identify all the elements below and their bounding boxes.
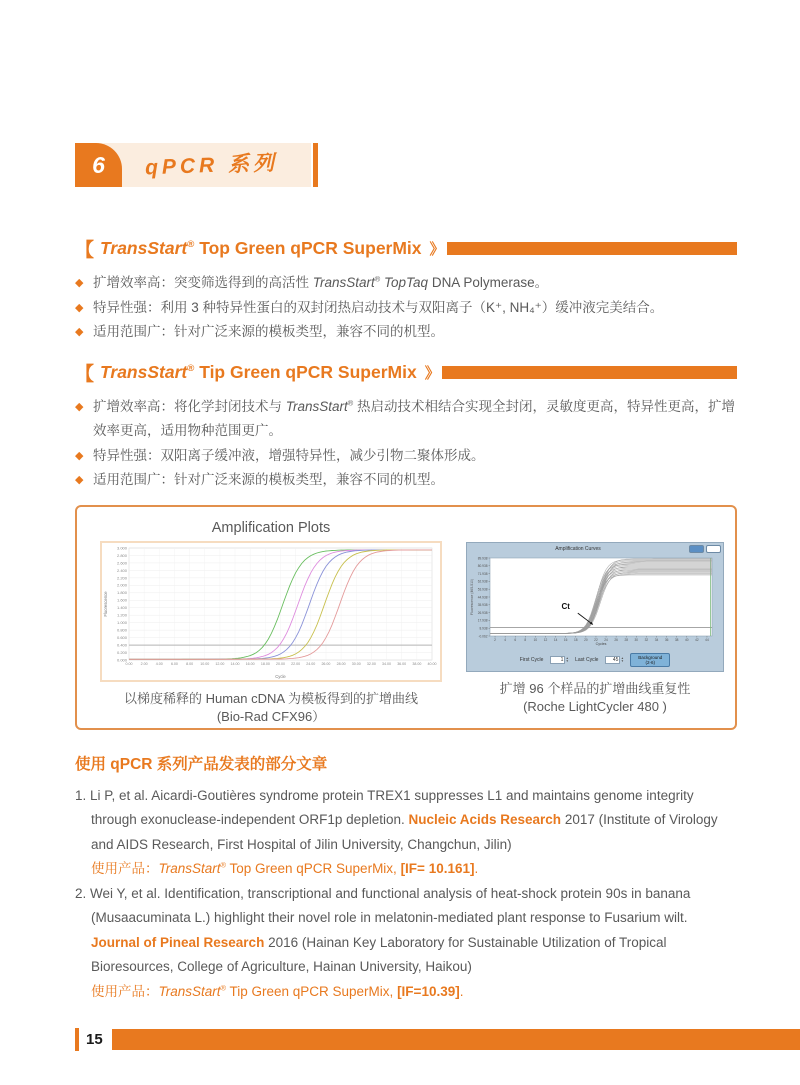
amplification-plot-svg [102,543,440,680]
feature-list [75,271,737,345]
svg-text:0.800: 0.800 [116,627,127,633]
stepper-arrows-icon: ▴ ▾ [566,655,569,663]
heading-chevron-icon: 》 [424,364,440,382]
heading-bar [442,366,737,379]
svg-text:8: 8 [524,637,527,642]
svg-text:36: 36 [664,637,669,642]
svg-text:17.938: 17.938 [477,618,488,623]
svg-text:62.938: 62.938 [477,579,488,584]
svg-text:2.800: 2.800 [116,552,127,558]
figure-cfx96 [100,519,442,728]
svg-text:0.00: 0.00 [125,661,133,666]
svg-text:1.400: 1.400 [116,604,127,610]
section-number-badge: 6 [75,143,122,187]
svg-text:80.938: 80.938 [477,563,488,568]
svg-text:22: 22 [594,637,598,642]
svg-text:28: 28 [624,637,629,642]
reference-product-line: 使用产品：TransStart® Top Green qPCR SuperMix, [IF= 10.161]. [91,860,479,876]
svg-text:6.00: 6.00 [170,661,178,666]
svg-text:2: 2 [494,637,496,642]
svg-text:38.00: 38.00 [412,661,422,666]
svg-text:18: 18 [573,637,578,642]
lightcycler-title: Amplification Curves [555,546,601,552]
diamond-bullet-icon: ◆ [75,277,84,289]
svg-text:8.00: 8.00 [186,661,194,666]
svg-text:12.00: 12.00 [215,661,225,666]
page-footer [75,1028,800,1051]
feature-list [75,395,737,493]
svg-text:Fluorescence: Fluorescence [103,590,108,617]
svg-text:32.00: 32.00 [366,661,376,666]
caption-line: (Bio-Rad CFX96） [216,708,326,724]
svg-text:10.00: 10.00 [200,661,210,666]
svg-text:Cycles: Cycles [595,641,607,646]
svg-text:26: 26 [614,637,618,642]
figure-title: Amplification Plots [211,519,331,536]
svg-text:0.000: 0.000 [116,656,127,662]
svg-text:8.938: 8.938 [479,626,488,630]
svg-text:26.00: 26.00 [321,661,331,666]
svg-text:Fluorescence (465-510): Fluorescence (465-510) [470,578,474,615]
svg-text:2.600: 2.600 [116,559,127,565]
svg-text:2.000: 2.000 [116,582,127,588]
svg-text:Cycle: Cycle [275,673,286,679]
caption-line: 以梯度稀释的 Human cDNA 为模板得到的扩增曲线 [124,690,418,706]
footer-bar [112,1029,800,1050]
section-banner-title: qPCR 系列 [144,151,279,180]
feature-item [75,395,737,444]
feature-item [75,444,737,469]
caption-line: (Roche LightCycler 480 ) [523,699,667,715]
lightcycler-controls [469,650,721,670]
svg-text:12: 12 [543,637,548,642]
heading-chevron-icon: 》 [429,241,445,258]
publications-title: 使用 qPCR 系列产品发表的部分文章 [75,755,328,773]
amplification-plot-frame [100,541,442,682]
svg-text:26.938: 26.938 [477,610,488,615]
first-cycle-stepper [550,656,568,664]
first-cycle-label: First Cycle [519,656,544,663]
lightcycler-titlebar [469,544,721,555]
svg-text:0.600: 0.600 [116,634,127,640]
diamond-bullet-icon: ◆ [75,301,84,314]
svg-text:4: 4 [504,637,507,642]
background-button-label: Background [638,654,663,660]
svg-text:24.00: 24.00 [306,661,316,666]
svg-text:44.938: 44.938 [477,594,488,599]
svg-text:22.00: 22.00 [291,661,301,666]
svg-text:-0.062: -0.062 [478,633,488,638]
svg-text:1.000: 1.000 [116,619,127,625]
feature-text: 特异性强：双阳离子缓冲液，增强特异性，减少引物二聚体形成。 [93,447,485,463]
product-heading [75,359,737,386]
svg-text:34: 34 [654,637,659,642]
window-button-icon [706,545,721,553]
feature-text: 适用范围广：针对广泛来源的模板类型，兼容不同的机型。 [93,472,444,487]
svg-text:53.938: 53.938 [477,587,488,591]
feature-text: 特异性强：利用 3 种特异性蛋白的双封闭热启动技术与双阳离子（K⁺, NH₄⁺）缓冲液完美结合。 [93,299,664,315]
svg-text:36.00: 36.00 [397,661,407,666]
diamond-bullet-icon: ◆ [75,449,84,462]
footer-tick-bar [75,1028,79,1051]
svg-text:20.00: 20.00 [276,661,285,666]
svg-text:1.600: 1.600 [116,597,127,603]
svg-text:16: 16 [563,637,568,642]
feature-item [75,320,737,345]
product-heading [75,235,737,262]
svg-text:10: 10 [533,637,538,642]
svg-text:3.000: 3.000 [116,544,127,550]
svg-text:2.00: 2.00 [140,661,148,666]
svg-text:16.00: 16.00 [245,661,255,666]
page-number: 15 [86,1031,103,1048]
lightcycler-plot-svg [469,555,721,650]
last-cycle-value: 45 [605,656,620,664]
figure-caption [100,690,442,726]
svg-text:38: 38 [674,637,679,642]
last-cycle-label: Last Cycle [575,656,599,663]
svg-text:4.00: 4.00 [155,661,163,666]
svg-text:40: 40 [684,637,689,642]
banner-end-bar [313,143,318,187]
svg-text:Ct: Ct [561,601,570,611]
svg-text:44: 44 [705,637,709,642]
heading-bar [447,242,737,255]
diamond-bullet-icon: ◆ [75,326,84,338]
reference-product-line: 使用产品：TransStart® Tip Green qPCR SuperMix, [IF=10.39]. [91,983,464,999]
feature-item [75,296,737,321]
svg-text:28.00: 28.00 [336,661,346,666]
product-section-tip-green [75,359,737,493]
product-title: TransStart® Tip Green qPCR SuperMix [100,361,417,382]
svg-text:20: 20 [584,637,588,642]
background-button [630,653,670,668]
svg-text:14: 14 [553,637,558,642]
last-cycle-stepper [605,656,623,664]
heading-bracket-icon: 【 [75,240,95,261]
product-section-top-green [75,235,737,345]
first-cycle-value: 1 [550,656,565,664]
svg-text:34.00: 34.00 [382,661,392,666]
window-button-icon [689,545,704,553]
product-title: TransStart® Top Green qPCR SuperMix [100,238,422,258]
figure-lightcycler [466,519,724,728]
svg-text:1.200: 1.200 [116,612,127,618]
svg-text:24: 24 [604,637,608,642]
svg-text:2.400: 2.400 [116,567,127,573]
svg-text:30: 30 [634,637,639,642]
feature-text: 扩增效率高：将化学封闭技术与 TransStart® 热启动技术相结合实现全封闭，灵敏度更高，特异性更高，扩增效率更高，适用物种范围更广。 [93,398,735,438]
svg-text:6: 6 [514,637,517,642]
svg-text:35.938: 35.938 [477,602,488,607]
svg-text:18.00: 18.00 [260,661,270,666]
background-button-range: (2-6) [645,659,655,665]
publications-section [75,752,737,1005]
feature-item [75,271,737,296]
heading-bracket-icon: 【 [75,363,95,385]
page-content [75,221,737,1004]
diamond-bullet-icon: ◆ [75,474,84,486]
svg-text:1.800: 1.800 [116,589,127,595]
svg-text:0.200: 0.200 [116,649,127,655]
lightcycler-window [466,542,724,673]
figure-box [75,505,737,730]
svg-text:32: 32 [644,637,649,642]
svg-text:42: 42 [695,637,699,642]
feature-text: 扩增效率高：突变筛选得到的高活性 TransStart® TopTaq DNA Polymerase。 [93,274,549,290]
reference-item: 2. Wei Y, et al. Identification, transcriptional and functional analysis of heat-shock protein 90s in banana (Musaacuminata L.) highlight their novel role in melatonin-mediated plant response to Fusarium wilt. Journal of Pineal Research 2016 (Hainan Key Laboratory for Sustainable Utilization of Tropical Bioresources, College of Agriculture, Hainan University, Haikou) [75,885,691,974]
feature-text: 适用范围广：针对广泛来源的模板类型，兼容不同的机型。 [93,324,444,339]
svg-text:40.00: 40.00 [427,661,437,666]
svg-text:0.400: 0.400 [116,641,127,647]
svg-text:30.00: 30.00 [351,661,361,666]
svg-text:2.200: 2.200 [116,574,127,580]
reference-item: 1. Li P, et al. Aicardi-Goutières syndrome protein TREX1 suppresses L1 and maintains genome integrity through exonuclease-independent ORF1p depletion. Nucleic Acids Research 2017 (Institute of Virology and AIDS Research, First Hospital of Jilin University, Changchun, Jilin) [75,787,718,852]
section-banner [75,143,318,187]
svg-text:89.938: 89.938 [477,555,488,560]
svg-text:14.00: 14.00 [230,661,240,666]
figure-caption [500,680,691,716]
diamond-bullet-icon: ◆ [75,400,84,413]
caption-line: 扩增 96 个样品的扩增曲线重复性 [499,681,691,697]
feature-item [75,468,737,493]
stepper-arrows-icon: ▴ ▾ [621,655,624,663]
svg-text:71.938: 71.938 [477,571,488,576]
